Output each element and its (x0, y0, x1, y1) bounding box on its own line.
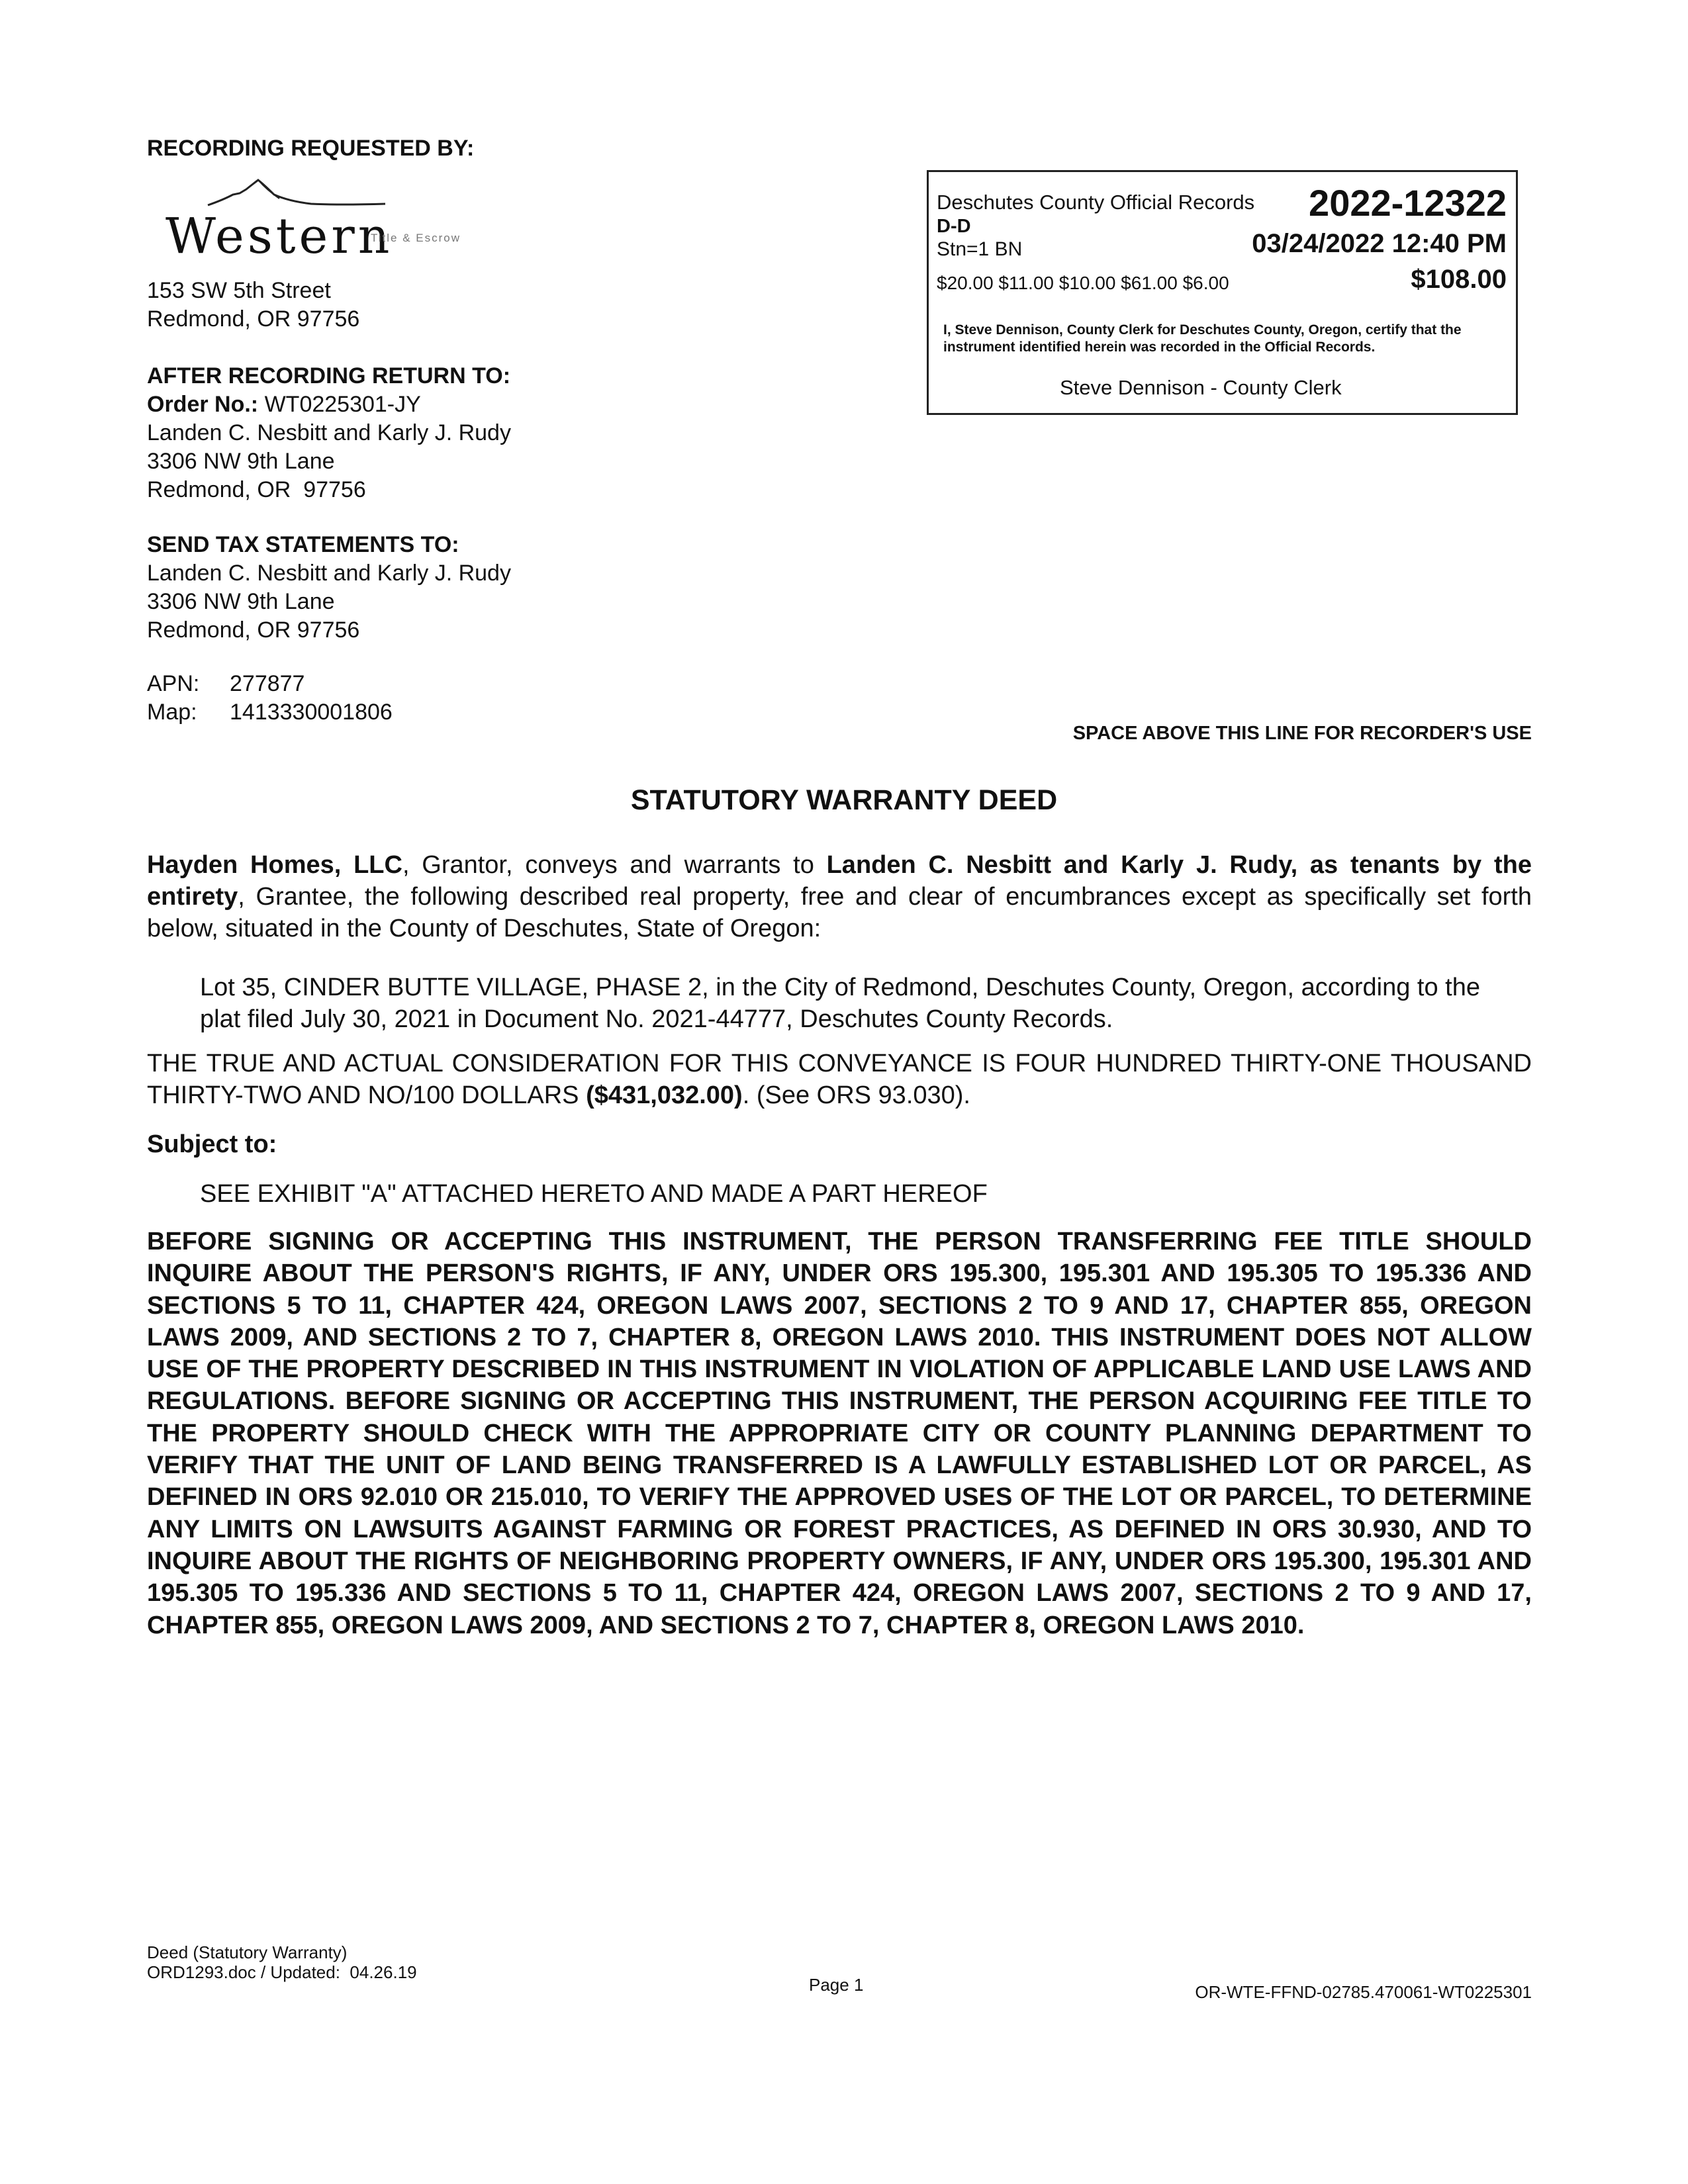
recorder-office: Deschutes County Official Records (937, 191, 1255, 214)
legal-description: Lot 35, CINDER BUTTE VILLAGE, PHASE 2, in the City of Redmond, Deschutes County, Oregon, according to the plat filed July 30, 2021 in Document No. 2021-44777, Deschutes County Records. (200, 974, 1480, 1033)
document-number: 2022-12322 (1309, 182, 1507, 224)
recorder-stamp-box (927, 170, 1518, 415)
address-line: Redmond, OR 97756 (147, 477, 366, 502)
apn-label: APN: (147, 671, 200, 696)
form-version: ORD1293.doc / Updated: 04.26.19 (147, 1962, 417, 1982)
exhibit-reference: SEE EXHIBIT "A" ATTACHED HERETO AND MADE A PART HEREOF (200, 1180, 988, 1208)
file-reference: OR-WTE-FFND-02785.470061-WT0225301 (1195, 1982, 1532, 2002)
address-line: Redmond, OR 97756 (147, 306, 360, 332)
footer-form-info (147, 1942, 417, 1982)
requester-address (147, 277, 359, 334)
consideration-tail: . (See ORS 93.030). (742, 1081, 970, 1109)
address-line: 3306 NW 9th Lane (147, 449, 335, 474)
page-number: Page 1 (809, 1975, 864, 1995)
form-name: Deed (Statutory Warranty) (147, 1942, 348, 1962)
recording-total: $108.00 (1411, 265, 1507, 294)
order-number-value: WT0225301-JY (264, 392, 421, 417)
map-label: Map: (147, 700, 197, 725)
logo-wordmark: Western (165, 208, 393, 265)
document-type: D-D (937, 216, 971, 237)
western-title-logo (147, 171, 544, 263)
after-recording-heading: AFTER RECORDING RETURN TO: (147, 363, 511, 388)
address-line: 153 SW 5th Street (147, 278, 331, 303)
statutory-warning: BEFORE SIGNING OR ACCEPTING THIS INSTRUMENT, THE PERSON TRANSFERRING FEE TITLE SHOULD INQUIRE ABOUT THE PERSON'S RIGHTS, IF ANY, UNDER ORS 195.300, 195.301 AND 195.305 TO 195.336 AND SECTIONS 5 TO 11, CHAPTER 424, OREGON LAWS 2007, SECTIONS 2 TO 9 AND 17, CHAPTER 855, OREGON LAWS 2009, AND SECTIONS 2 TO 7, CHAPTER 8, OREGON LAWS 2010. THIS INSTRUMENT DOES NOT ALLOW USE OF THE PROPERTY DESCRIBED IN THIS INSTRUMENT IN VIOLATION OF APPLICABLE LAND USE LAWS AND REGULATIONS. BEFORE SIGNING OR ACCEPTING THIS INSTRUMENT, THE PERSON ACQUIRING FEE TITLE TO THE PROPERTY SHOULD CHECK WITH THE APPROPRIATE CITY OR COUNTY PLANNING DEPARTMENT TO VERIFY THAT THE UNIT OF LAND BEING TRANSFERRED IS A LAWFULLY ESTABLISHED LOT OR PARCEL, AS DEFINED IN ORS 92.010 OR 215.010, TO VERIFY THE APPROVED USES OF THE LOT OR PARCEL, TO DETERMINE ANY LIMITS ON LAWSUITS AGAINST FARMING OR FOREST PRACTICES, AS DEFINED IN ORS 30.930, AND TO INQUIRE ABOUT THE RIGHTS OF NEIGHBORING PROPERTY OWNERS, IF ANY, UNDER ORS 195.300, 195.301 AND 195.305 TO 195.336 AND SECTIONS 5 TO 11, CHAPTER 424, OREGON LAWS 2007, SECTIONS 2 TO 9 AND 17, CHAPTER 855, OREGON LAWS 2009, AND SECTIONS 2 TO 7, CHAPTER 8, OREGON LAWS 2010. (147, 1228, 1532, 1639)
consideration-amount: ($431,032.00) (586, 1081, 743, 1109)
consideration-text: THE TRUE AND ACTUAL CONSIDERATION FOR THIS CONVEYANCE IS FOUR HUNDRED THIRTY-ONE THOUSAND THIRTY-TWO AND NO/100 DOLLARS (147, 1050, 1532, 1109)
clerk-certification: I, Steve Dennison, County Clerk for Deschutes County, Oregon, certify that the instrument identified herein was recorded in the Official Records. (943, 322, 1462, 355)
grantor-name: Hayden Homes, LLC (147, 851, 402, 879)
logo-tagline: Title & Escrow (371, 232, 461, 244)
recorder-use-line: SPACE ABOVE THIS LINE FOR RECORDER'S USE (1072, 723, 1532, 744)
grant-text: , Grantee, the following described real property, free and clear of encumbrances except as specifically set forth below, situated in the County of Deschutes, State of Oregon: (147, 883, 1532, 942)
recording-datetime: 03/24/2022 12:40 PM (1252, 229, 1507, 258)
tax-name: Landen C. Nesbitt and Karly J. Rudy (147, 561, 511, 586)
grant-paragraph (147, 849, 1532, 944)
deed-title: STATUTORY WARRANTY DEED (630, 784, 1058, 816)
recording-requested-heading: RECORDING REQUESTED BY: (147, 136, 475, 161)
tax-statements-heading: SEND TAX STATEMENTS TO: (147, 532, 459, 557)
recording-fees: $20.00 $11.00 $10.00 $61.00 $6.00 (937, 273, 1229, 293)
apn-row (147, 670, 393, 698)
address-line: Redmond, OR 97756 (147, 617, 360, 643)
clerk-signature: Steve Dennison - County Clerk (1060, 376, 1342, 399)
apn-value: 277877 (230, 671, 305, 696)
return-name: Landen C. Nesbitt and Karly J. Rudy (147, 420, 511, 445)
map-value: 1413330001806 (230, 700, 393, 725)
station: Stn=1 BN (937, 238, 1023, 260)
tax-statements-block (147, 531, 511, 645)
order-number-row (147, 390, 511, 419)
address-line: 3306 NW 9th Lane (147, 589, 335, 614)
consideration-paragraph (147, 1048, 1532, 1111)
grant-text: , Grantor, conveys and warrants to (402, 851, 827, 879)
grantee-name: Landen C. Nesbitt and Karly J. Rudy, as tenants by the entirety (147, 851, 1532, 911)
map-row (147, 698, 393, 727)
parcel-block (147, 670, 393, 727)
after-recording-block (147, 362, 511, 504)
order-number-label: Order No.: (147, 392, 259, 417)
subject-to-label: Subject to: (147, 1130, 277, 1158)
